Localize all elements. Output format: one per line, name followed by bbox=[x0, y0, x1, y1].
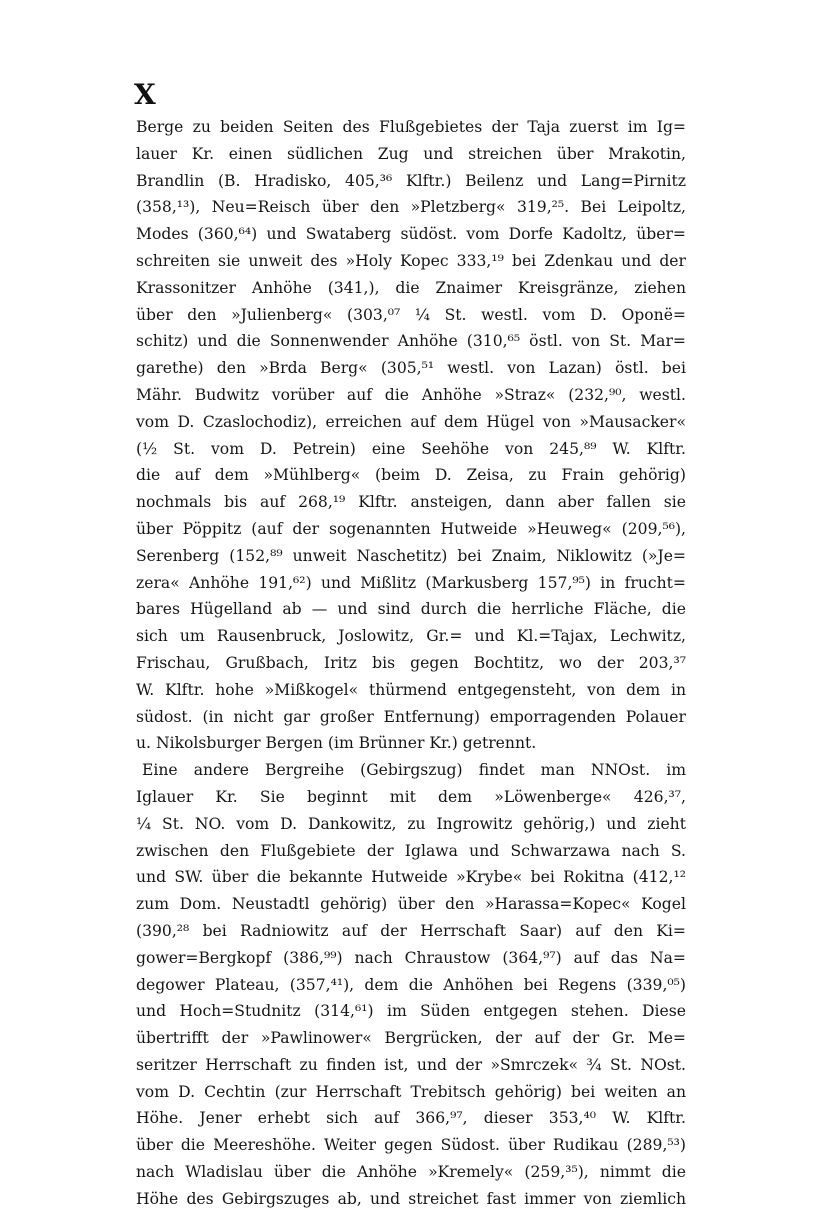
text-line: W. Klftr. hohe »Mißkogel« thürmend entgegensteht, von dem in bbox=[136, 680, 686, 699]
text-line: nochmals bis auf 268,¹⁹ Klftr. ansteigen, dann aber fallen sie bbox=[136, 493, 686, 512]
text-line: zera« Anhöhe 191,⁶²) und Mißlitz (Markusberg 157,⁹⁵) in frucht= bbox=[136, 573, 686, 592]
text-line: nach Wladislau über die Anhöhe »Kremely« (259,³⁵), nimmt die bbox=[136, 1163, 686, 1182]
text-line: ¼ St. NO. vom D. Dankowitz, zu Ingrowitz gehörig,) und zieht bbox=[136, 814, 686, 833]
text-line: degower Plateau, (357,⁴¹), dem die Anhöhen bei Regens (339,⁰⁵) bbox=[136, 975, 686, 994]
text-line: Modes (360,⁶⁴) und Swataberg südöst. vom Dorfe Kadoltz, über= bbox=[136, 225, 686, 244]
text-line: Brandlin (B. Hradisko, 405,³⁶ Klftr.) Beilenz und Lang=Pirnitz bbox=[136, 171, 686, 190]
text-line: (358,¹³), Neu=Reisch über den »Pletzberg« 319,²⁵. Bei Leipoltz, bbox=[136, 198, 686, 217]
page-number: X bbox=[134, 78, 157, 111]
text-line: Eine andere Bergreihe (Gebirgszug) findet man NNOst. im bbox=[142, 761, 686, 780]
text-line: u. Nikolsburger Bergen (im Brünner Kr.) getrennt. bbox=[136, 734, 537, 753]
text-line: bares Hügelland ab — und sind durch die herrliche Fläche, die bbox=[136, 600, 686, 619]
text-line: Höhe des Gebirgszuges ab, und streichet fast immer von ziemlich bbox=[136, 1189, 686, 1208]
text-line: (½ St. vom D. Petrein) eine Seehöhe von 245,⁸⁹ W. Klftr. bbox=[136, 439, 686, 458]
text-line: Berge zu beiden Seiten des Flußgebietes der Taja zuerst im Ig= bbox=[136, 118, 686, 136]
text-line: zum Dom. Neustadtl gehörig) über den »Harassa=Kopec« Kogel bbox=[136, 895, 686, 914]
text-line: Serenberg (152,⁸⁹ unweit Naschetitz) bei Znaim, Niklowitz (»Je= bbox=[136, 546, 686, 565]
text-line: übertrifft der »Pawlinower« Bergrücken, der auf der Gr. Me= bbox=[136, 1029, 686, 1048]
text-line: vom D. Cechtin (zur Herrschaft Trebitsch gehörig) bei weiten an bbox=[136, 1082, 686, 1101]
text-line: sich um Rausenbruck, Joslowitz, Gr.= und Kl.=Tajax, Lechwitz, bbox=[136, 627, 686, 646]
text-line: über die Meereshöhe. Weiter gegen Südost. über Rudikau (289,⁵³) bbox=[136, 1136, 686, 1155]
text-line: über den »Julienberg« (303,⁰⁷ ¼ St. westl. vom D. Oponë= bbox=[136, 305, 686, 324]
text-line: (390,²⁸ bei Radniowitz auf der Herrschaft Saar) auf den Ki= bbox=[136, 921, 686, 940]
text-line: südost. (in nicht gar großer Entfernung) emporragenden Polauer bbox=[136, 707, 686, 726]
text-line: und SW. über die bekannte Hutweide »Krybe« bei Rokitna (412,¹² bbox=[136, 868, 686, 887]
text-line: lauer Kr. einen südlichen Zug und streichen über Mrakotin, bbox=[136, 144, 686, 163]
text-line: vom D. Czaslochodiz), erreichen auf dem Hügel von »Mausacker« bbox=[136, 412, 686, 431]
text-line: Frischau, Grußbach, Iritz bis gegen Bochtitz, wo der 203,³⁷ bbox=[136, 653, 686, 672]
text-line: schreiten sie unweit des »Holy Kopec 333,¹⁹ bei Zdenkau und der bbox=[136, 251, 686, 270]
text-line: Höhe. Jener erhebt sich auf 366,⁹⁷, dieser 353,⁴⁰ W. Klftr. bbox=[136, 1109, 686, 1128]
body-text bbox=[136, 114, 686, 1213]
text-line: über Pöppitz (auf der sogenannten Hutweide »Heuweg« (209,⁵⁶), bbox=[136, 519, 686, 538]
text-line: Iglauer Kr. Sie beginnt mit dem »Löwenberge« 426,³⁷, bbox=[136, 787, 686, 806]
text-line: seritzer Herrschaft zu finden ist, und der »Smrczek« ¾ St. NOst. bbox=[136, 1055, 686, 1074]
text-line: die auf dem »Mühlberg« (beim D. Zeisa, zu Frain gehörig) bbox=[136, 466, 686, 485]
text-line: zwischen den Flußgebiete der Iglawa und Schwarzawa nach S. bbox=[136, 841, 686, 860]
text-line: Mähr. Budwitz vorüber auf die Anhöhe »Straz« (232,⁹⁰, westl. bbox=[136, 385, 686, 404]
text-line: gower=Bergkopf (386,⁹⁹) nach Chraustow (364,⁹⁷) auf das Na= bbox=[136, 948, 686, 967]
text-line: Krassonitzer Anhöhe (341,), die Znaimer Kreisgränze, ziehen bbox=[136, 278, 686, 297]
text-line: schitz) und die Sonnenwender Anhöhe (310,⁶⁵ östl. von St. Mar= bbox=[136, 332, 686, 351]
text-line: garethe) den »Brda Berg« (305,⁵¹ westl. von Lazan) östl. bei bbox=[136, 359, 686, 378]
text-line: und Hoch=Studnitz (314,⁶¹) im Süden entgegen stehen. Diese bbox=[136, 1002, 686, 1021]
